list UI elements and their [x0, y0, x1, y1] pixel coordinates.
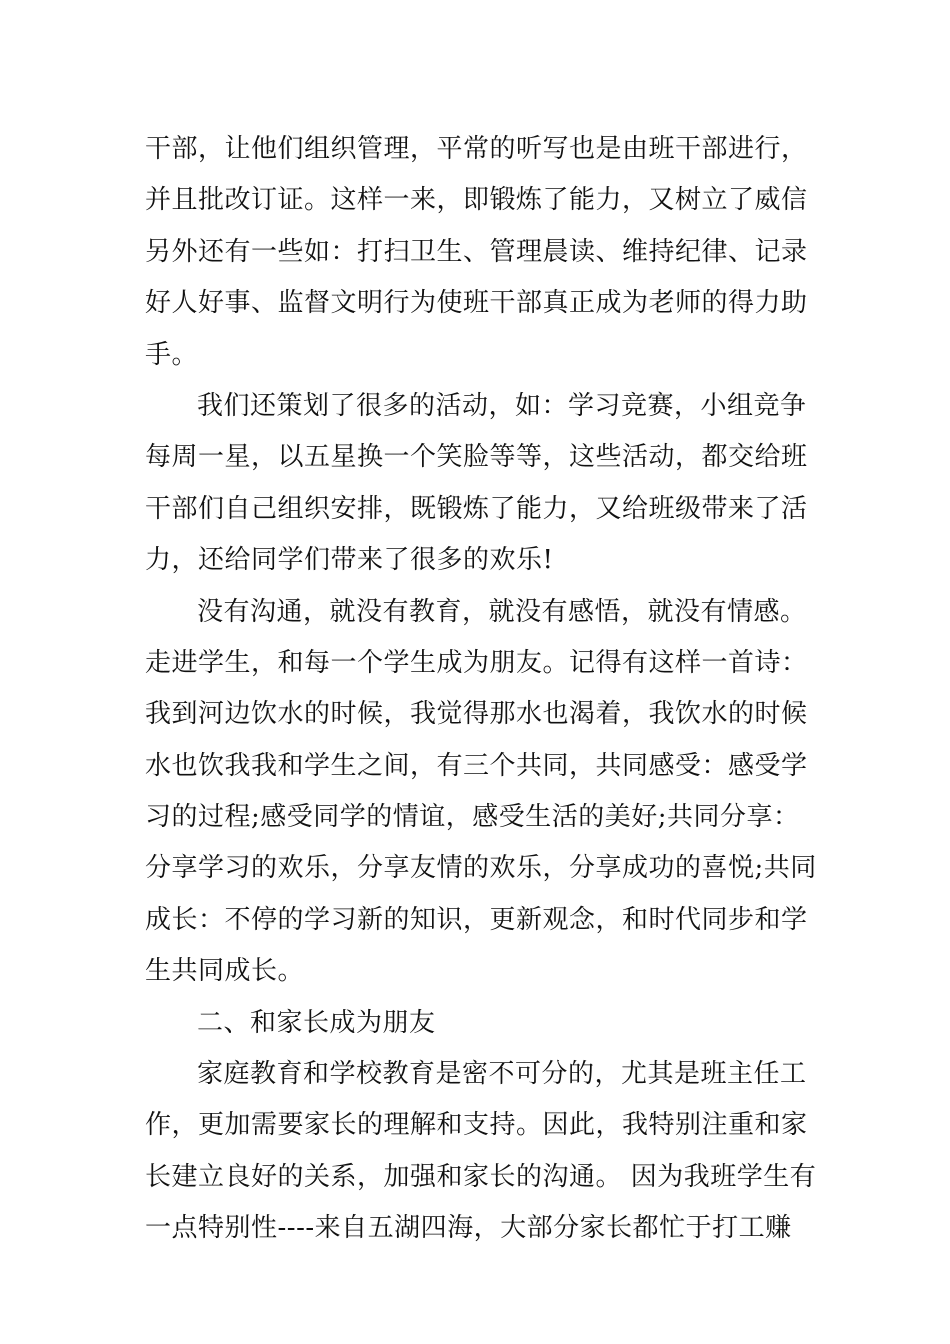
document-page	[145, 124, 815, 1255]
text-line: 生共同成长。	[145, 956, 305, 987]
text-line: 手。	[145, 339, 199, 370]
text-line: 干部们自己组织安排，既锻炼了能力，又给班级带来了活	[145, 493, 808, 524]
text-line: 好人好事、监督文明行为使班干部真正成为老师的得力助	[145, 288, 808, 319]
text-line: 习的过程;感受同学的情谊，感受生活的美好;共同分享：	[145, 802, 800, 833]
text-line: 干部，让他们组织管理，平常的听写也是由班干部进行，	[145, 134, 808, 164]
text-line: 力，还给同学们带来了很多的欢乐!	[145, 545, 554, 576]
text-line: 没有沟通，就没有教育，就没有感悟，就没有情感。	[197, 596, 807, 627]
text-line: 分享学习的欢乐，分享友情的欢乐，分享成功的喜悦;共同	[145, 853, 817, 884]
text-line: 水也饮我我和学生之间，有三个共同，共同感受：感受学	[145, 750, 808, 781]
text-line: 每周一星，以五星换一个笑脸等等，这些活动，都交给班	[145, 442, 808, 473]
text-line: 并且批改订证。这样一来，即锻炼了能力，又树立了威信	[145, 185, 808, 216]
text-line: 长建立良好的关系，加强和家长的沟通。 因为我班学生有	[145, 1161, 817, 1192]
text-line: 二、和家长成为朋友	[197, 1007, 436, 1038]
text-line: 走进学生，和每一个学生成为朋友。记得有这样一首诗：	[145, 647, 808, 678]
text-line: 另外还有一些如：打扫卫生、管理晨读、维持纪律、记录	[145, 236, 808, 267]
text-line: 家庭教育和学校教育是密不可分的，尤其是班主任工	[197, 1059, 807, 1090]
text-line: 我们还策划了很多的活动，如：学习竞赛，小组竞争	[197, 390, 807, 421]
text-line: 成长：不停的学习新的知识，更新观念，和时代同步和学	[145, 904, 808, 935]
text-line: 作，更加需要家长的理解和支持。因此，我特别注重和家	[145, 1110, 808, 1141]
text-line: 一点特别性----来自五湖四海，大部分家长都忙于打工赚	[145, 1213, 792, 1244]
text-line: 我到河边饮水的时候，我觉得那水也渴着，我饮水的时候	[145, 699, 808, 730]
